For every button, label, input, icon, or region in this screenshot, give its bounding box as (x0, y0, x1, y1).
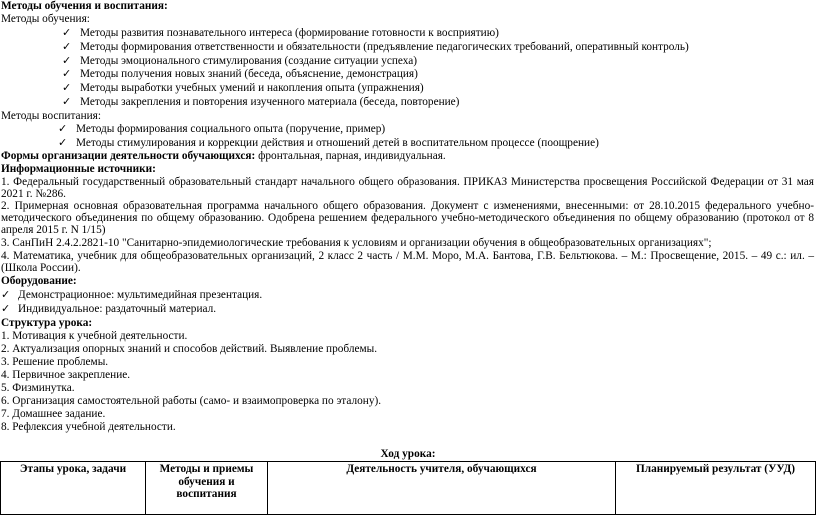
structure-item: 3. Решение проблемы. (1, 356, 109, 368)
check-icon: ✓ (62, 26, 72, 39)
equipment-item: Демонстрационное: мультимедийная презентация. (18, 289, 263, 301)
structure-item: 6. Организация самостоятельной работы (само- и взаимопроверка по эталону). (1, 395, 382, 407)
check-icon: ✓ (58, 136, 68, 149)
check-icon: ✓ (62, 54, 72, 67)
structure-item: 8. Рефлексия учебной деятельности. (1, 421, 176, 433)
teaching-methods-label: Методы обучения: (1, 13, 90, 25)
column-header-stages: Этапы урока, задачи (1, 462, 146, 515)
upbringing-method-item: Методы стимулирования и коррекции действия и отношений детей в воспитательном процессе (поощрение) (76, 137, 599, 149)
column-header-activity: Деятельность учителя, обучающихся (268, 462, 616, 515)
upbringing-method-item: Методы формирования социального опыта (поручение, пример) (76, 123, 386, 135)
source-item: 4. Математика, учебник для общеобразовательных организаций, 2 класс 2 часть / М.М. Моро, М.А. Бантова, Г.В. Бельтюкова. – М.: Просвещение, 2015. – 49 с.: ил. – (Школа России). (1, 250, 814, 275)
lesson-heading: Ход урока: (380, 448, 436, 460)
source-item: 3. СанПиН 2.4.2.2821-10 "Санитарно-эпидемиологические требования к условиям и организации обучения в общеобразовательных организациях"; (1, 237, 712, 249)
structure-heading: Структура урока: (1, 317, 93, 329)
check-icon: ✓ (1, 288, 11, 301)
sources-heading: Информационные источники: (1, 163, 156, 175)
check-icon: ✓ (62, 40, 72, 53)
lesson-plan-table (0, 461, 816, 515)
source-item: 2. Примерная основная образовательная программа начального общего образования. Документ с изменениями, внесенными: от 28.10.2015 федерального учебно-методического объединения по общему образованию. Одобрена решением федерального учебно-методического объединения по общему образованию (протокол от 8 апреля 2015 г. N 1/15) (1, 200, 814, 237)
check-icon: ✓ (62, 81, 72, 94)
source-item: 1. Федеральный государственный образовательный стандарт начального общего образования. ПРИКАЗ Министерства просвещения Российской Федерации от 31 мая 2021 г. №286. (1, 176, 814, 201)
teaching-method-item: Методы закрепления и повторения изученного материала (беседа, повторение) (80, 96, 460, 108)
teaching-method-item: Методы развития познавательного интереса (формирование готовности к восприятию) (80, 27, 499, 39)
check-icon: ✓ (62, 95, 72, 108)
equipment-heading: Оборудование: (1, 275, 77, 287)
structure-item: 1. Мотивация к учебной деятельности. (1, 330, 188, 342)
table-header-row (1, 462, 816, 515)
methods-heading: Методы обучения и воспитания: (1, 0, 168, 12)
teaching-method-item: Методы получения новых знаний (беседа, объяснение, демонстрация) (80, 68, 418, 80)
equipment-item: Индивидуальное: раздаточный материал. (18, 303, 217, 315)
check-icon: ✓ (62, 67, 72, 80)
teaching-method-item: Методы эмоционального стимулирования (создание ситуации успеха) (80, 55, 418, 67)
structure-item: 2. Актуализация опорных знаний и способов действий. Выявление проблемы. (1, 343, 378, 355)
upbringing-methods-label: Методы воспитания: (1, 110, 101, 122)
check-icon: ✓ (58, 122, 68, 135)
check-icon: ✓ (1, 302, 11, 315)
forms-value: фронтальная, парная, индивидуальная. (255, 150, 446, 162)
structure-item: 7. Домашнее задание. (1, 408, 106, 420)
forms-label: Формы организации деятельности обучающихся: (1, 150, 256, 162)
teaching-method-item: Методы выработки учебных умений и накопления опыта (упражнения) (80, 82, 424, 94)
column-header-result: Планируемый результат (УУД) (616, 462, 816, 515)
teaching-method-item: Методы формирования ответственности и обязательности (предъявление педагогических требований, оперативный контроль) (80, 41, 689, 53)
forms-paragraph (1, 150, 814, 162)
structure-item: 5. Физминутка. (1, 382, 75, 394)
structure-item: 4. Первичное закрепление. (1, 369, 131, 381)
column-header-methods: Методы и приемы обучения и воспитания (146, 462, 268, 515)
